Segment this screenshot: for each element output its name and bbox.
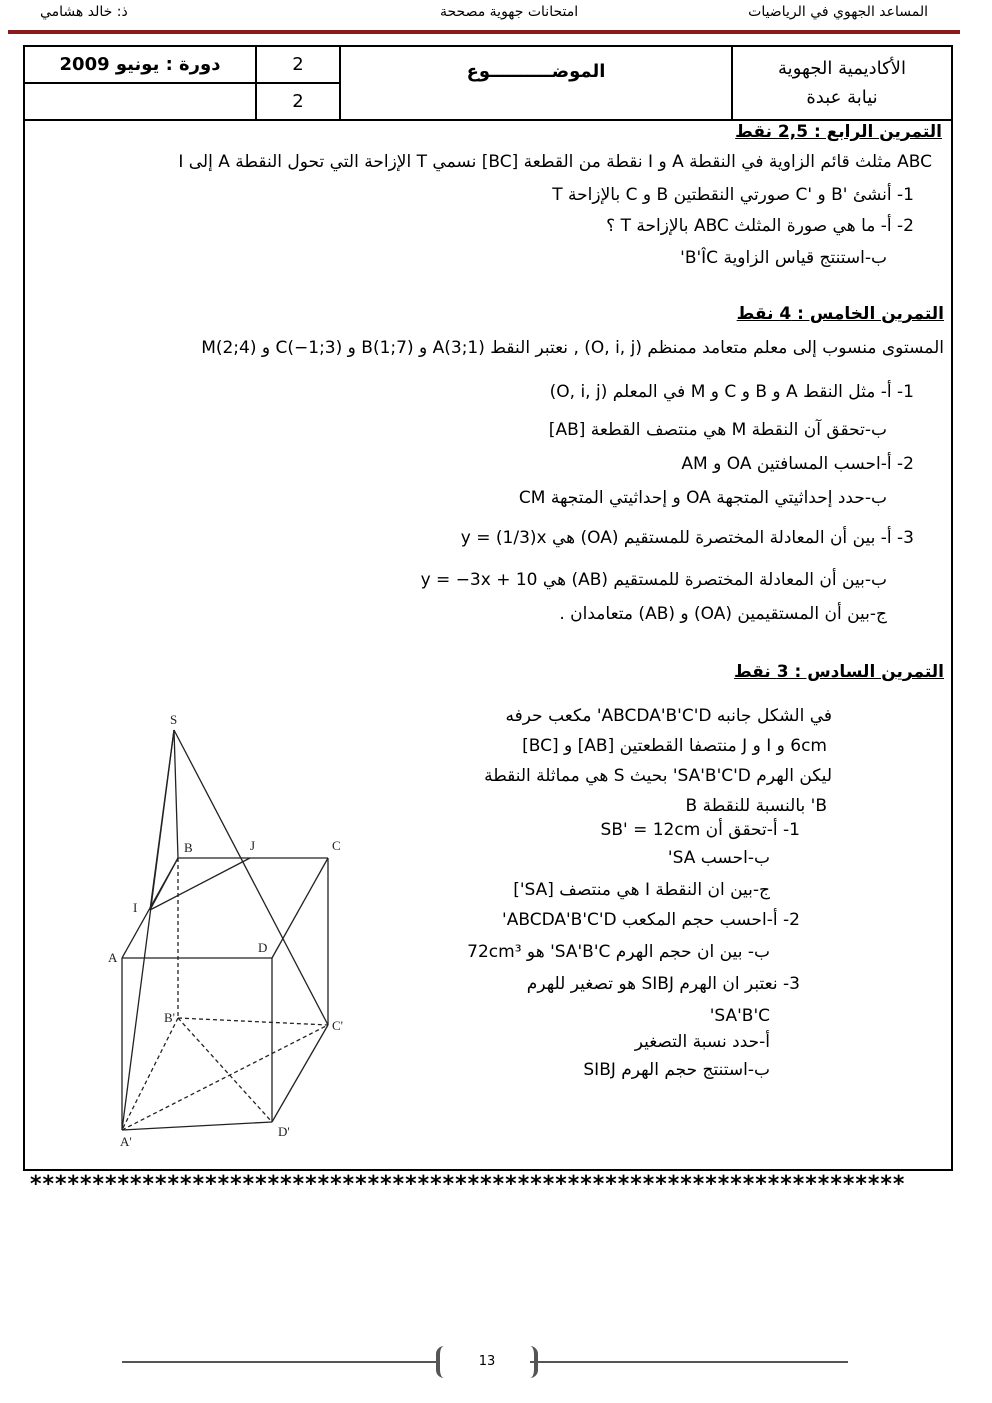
page-number-a: 2: [256, 46, 340, 83]
exercise-6-q3-subject: SA'B'C': [709, 1006, 770, 1026]
footer-line-left: [122, 1361, 438, 1363]
page-number: 13: [436, 1346, 538, 1378]
exercise-4-q2a: 2- أ- ما هي صورة المثلث ABC بالإزاحة T ؟: [606, 216, 914, 236]
exercise-6-q1b: ب-احسب SA': [667, 848, 770, 868]
exercise-4-q2b: ب-استنتج قياس الزاوية B'ÎC': [680, 248, 887, 268]
exercise-5-q1b: ب-تحقق آن النقطة M هي منتصف القطعة [AB]: [548, 420, 887, 440]
exercise-6-line1: في الشكل جانبه ABCDA'B'C'D' مكعب حرفه: [505, 706, 832, 726]
exercise-6-q3b: ب-استنتج حجم الهرم SIBJ: [583, 1060, 770, 1080]
exercise-4-title: التمرين الرابع : 2,5 نقط: [735, 122, 942, 142]
exercise-6-line3: ليكن الهرم SA'B'C'D' بحيث S هي مماثلة النقطة: [484, 766, 832, 786]
exercise-6-q1c: ج-بين ان النقطة I هي منتصف [SA']: [513, 880, 770, 900]
exercise-5-q2a: 2- أ-احسب المسافتين OA و AM: [681, 454, 914, 474]
exercise-5-q2b: ب-حدد إحداثيتي المتجهة OA و إحداثيتي المتجهة CM: [518, 488, 887, 508]
exercise-4-q1: 1- أنشئ 'B و 'C صورتي النقطتين B و C بالإزاحة T: [552, 185, 914, 205]
exercise-6-line2: 6cm و I و J منتصفا القطعتين [AB] و [BC]: [522, 736, 827, 756]
label-B: B: [184, 840, 193, 855]
exercise-5-q3c: ج-بين أن المستقيمين (OA) و (AB) متعامدان .: [559, 604, 887, 624]
author-name: ذ: خالد هشامي: [40, 4, 128, 20]
label-C: C: [332, 838, 341, 853]
label-A: A: [108, 950, 118, 965]
label-B-prime: B': [164, 1010, 176, 1025]
cube-pyramid-figure: [100, 700, 380, 1160]
exercise-6-q3a: أ-حدد نسبة التصغير: [634, 1032, 770, 1052]
exercise-5-title: التمرين الخامس : 4 نقط: [736, 304, 944, 324]
subject-text: الموضــــــــــوع: [466, 61, 606, 82]
separator-stars: **********************************************************************: [30, 1172, 906, 1197]
delegation-name: نيابة عبدة: [806, 87, 878, 108]
header-divider: [8, 30, 960, 34]
label-J: J: [250, 838, 256, 853]
exercise-6-q2a: 2- أ-احسب حجم المكعب ABCDA'B'C'D': [502, 910, 800, 930]
label-A-prime: A': [120, 1134, 132, 1149]
label-D: D: [258, 940, 268, 955]
exercise-5-intro: المستوى منسوب إلى معلم متعامد ممنظم (O, i, j) , نعتبر النقط A(3;1) و B(1;7) و C(−1;3) و M(2;4): [201, 338, 944, 358]
header-right-title: المساعد الجهوي في الرياضيات: [748, 4, 928, 20]
page-number-b: 2: [256, 83, 340, 120]
exercise-6-q1a: 1- أ-تحقق أن SB' = 12cm: [600, 820, 800, 840]
label-I: I: [133, 900, 138, 915]
label-S: S: [170, 712, 178, 727]
header-center-title: امتحانات جهوية مصححة: [440, 4, 579, 20]
exercise-5-q3a: 3- أ- بين أن المعادلة المختصرة للمستقيم (OA) هي y = (1/3)x: [460, 528, 914, 548]
exercise-6-q3: 3- نعتبر ان الهرم SIBJ هو تصغير للهرم: [526, 974, 800, 994]
academy-name: الأكاديمية الجهوية: [778, 58, 906, 79]
label-D-prime: D': [278, 1124, 290, 1139]
exercise-5-q1a: 1- أ- مثل النقط A و B و C و M في المعلم (O, i, j): [549, 382, 914, 402]
exercise-6-line4: B' بالنسبة للنقطة B: [685, 796, 827, 816]
session-label: دورة : يونيو 2009: [59, 54, 221, 75]
exercise-6-title: التمرين السادس : 3 نقط: [733, 662, 944, 682]
exercise-6-q2b: ب- بين ان حجم الهرم SA'B'C' هو 72cm³: [467, 942, 770, 962]
footer-line-right: [530, 1361, 848, 1363]
exercise-5-q3b: ب-بين أن المعادلة المختصرة للمستقيم (AB) هي y = −3x + 10: [420, 570, 887, 590]
label-C-prime: C': [332, 1018, 344, 1033]
exercise-4-intro: ABC مثلث قائم الزاوية في النقطة A و I نقطة من القطعة [BC] نسمي T الإزاحة التي تحول النقطة A إلى I: [178, 152, 932, 172]
